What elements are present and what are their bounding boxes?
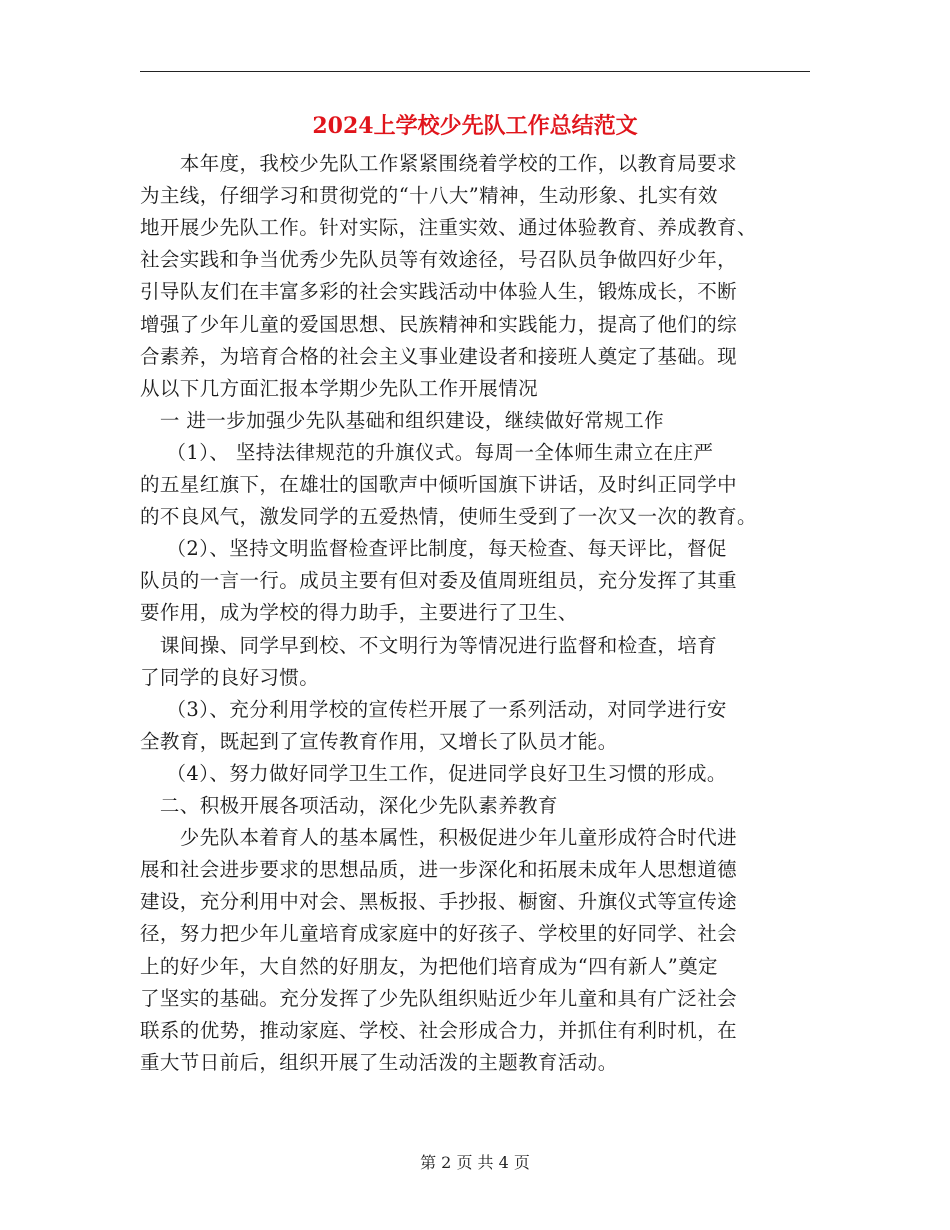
body-text-line: 了坚实的基础。充分发挥了少先队组织贴近少年儿童和具有广泛社会	[140, 986, 738, 1010]
body-text-line: 合素养，为培育合格的社会主义事业建设者和接班人奠定了基础。现	[140, 344, 738, 368]
page-number: 第 2 页 共 4 页	[420, 1153, 530, 1172]
body-text-line: 径，努力把少年儿童培育成家庭中的好孩子、学校里的好同学、社会	[140, 922, 738, 946]
body-text-line: 建设，充分利用中对会、黑板报、手抄报、橱窗、升旗仪式等宣传途	[140, 890, 738, 914]
body-text-line: 地开展少先队工作。针对实际，注重实效、通过体验教育、养成教育、	[140, 216, 757, 240]
body-text-line: 展和社会进步要求的思想品质，进一步深化和拓展未成年人思想道德	[140, 858, 738, 882]
body-text-line: 重大节日前后，组织开展了生动活泼的主题教育活动。	[140, 1050, 618, 1074]
body-text-line: 要作用，成为学校的得力助手，主要进行了卫生、	[140, 601, 578, 625]
body-text-line: 为主线，仔细学习和贯彻党的“十八大”精神，生动形象、扎实有效	[140, 184, 718, 208]
body-text-line: 全教育，既起到了宣传教育作用，又增长了队员才能。	[140, 729, 618, 753]
body-text-line: 引导队友们在丰富多彩的社会实践活动中体验人生，锻炼成长，不断	[140, 280, 738, 304]
body-text-line: 的五星红旗下，在雄壮的国歌声中倾听国旗下讲话，及时纠正同学中	[140, 473, 738, 496]
body-text-line: 课间操、同学早到校、不文明行为等情况进行监督和检查，培育	[140, 633, 718, 657]
body-text-line: 上的好少年，大自然的好朋友，为把他们培育成为“四有新人”奠定	[140, 954, 718, 978]
body-text-line: 本年度，我校少先队工作紧紧围绕着学校的工作，以教育局要求	[140, 152, 738, 175]
body-text-line: 一 进一步加强少先队基础和组织建设，继续做好常规工作	[140, 408, 664, 432]
header-rule	[140, 71, 810, 72]
body-text-line: （3）、充分利用学校的宣传栏开展了一系列活动，对同学进行安	[140, 697, 727, 721]
body-text-line: 少先队本着育人的基本属性，积极促进少年儿童形成符合时代进	[140, 826, 738, 850]
body-text-line: （4）、努力做好同学卫生工作，促进同学良好卫生习惯的形成。	[140, 761, 727, 785]
body-text-line: 增强了少年儿童的爱国思想、民族精神和实践能力，提高了他们的综	[140, 312, 738, 336]
body-text-line: 了同学的良好习惯。	[140, 665, 320, 689]
body-text-line: 联系的优势，推动家庭、学校、社会形成合力，并抓住有利时机，在	[140, 1018, 738, 1042]
body-text-line: 队员的一言一行。成员主要有但对委及值周班组员，充分发挥了其重	[140, 569, 738, 593]
body-text-line: 二、积极开展各项活动，深化少先队素养教育	[140, 794, 558, 817]
body-text-line: 社会实践和争当优秀少先队员等有效途径，号召队员争做四好少年，	[140, 248, 738, 272]
body-text-line: 从以下几方面汇报本学期少先队工作开展情况	[140, 376, 539, 400]
document-title: 2024上学校少先队工作总结范文	[312, 113, 638, 139]
body-text-line: （1）、 坚持法律规范的升旗仪式。每周一全体师生肃立在庄严	[140, 440, 714, 464]
body-text-line: （2）、坚持文明监督检查评比制度，每天检查、每天评比，督促	[140, 537, 727, 561]
body-text-line: 的不良风气，激发同学的五爱热情，使师生受到了一次又一次的教育。	[140, 505, 757, 529]
